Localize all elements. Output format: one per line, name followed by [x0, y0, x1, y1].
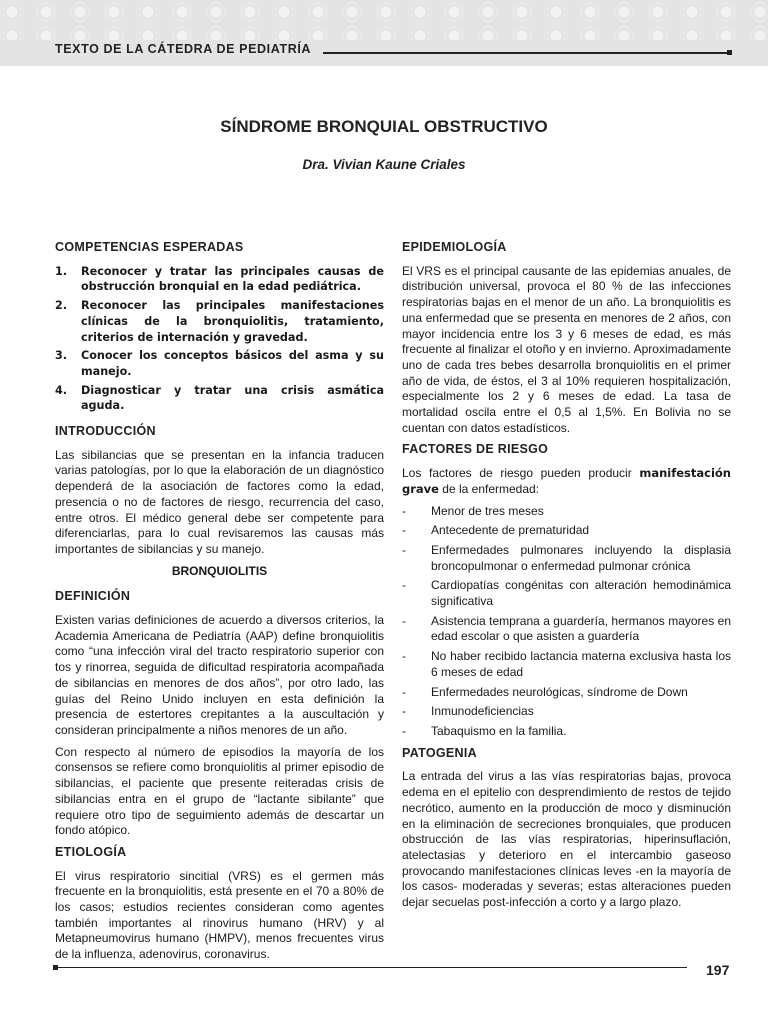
- list-dash: -: [402, 613, 406, 628]
- list-item: [402, 649, 731, 680]
- right-column: [402, 240, 731, 917]
- list-item: [402, 504, 731, 520]
- list-item: [55, 348, 384, 379]
- list-text: Conocer los conceptos básicos del asma y su manejo.: [81, 349, 384, 378]
- list-dash: -: [402, 704, 406, 719]
- etiologia-heading: ETIOLOGÍA: [55, 844, 127, 859]
- list-text: Enfermedades neurológicas, síndrome de Down: [431, 684, 688, 699]
- epidemiologia-heading: EPIDEMIOLOGÍA: [402, 240, 507, 254]
- list-dash: -: [402, 723, 406, 738]
- epidemiologia-text: El VRS es el principal causante de las epidemias anuales, de distribución universal, provoca el 80 % de las infecciones respiratorias bajas en el menor de un año. La bronquiolitis es una enfermedad que se presenta en menores de 2 años, con mayor incidencia entre los 3 y 6 meses de edad, es más frecuente al finalizar el otoño y en invierno. Aproximadamente uno de cada tres bebes desarrolla bronquiolitis en el primer año de vida, de éstos, el 3 al 10% requieren hospitalización, especialmente los 2 y 6 meses de edad. La tasa de mortalidad oscila entre el 0,5 al 1,5%. En Bolivia no se cuentan con datos estadísticos.: [402, 263, 731, 435]
- running-title: TEXTO DE LA CÁTEDRA DE PEDIATRÍA: [55, 42, 312, 56]
- list-text: No haber recibido lactancia materna exclusiva hasta los 6 meses de edad: [431, 649, 731, 679]
- list-text: Asistencia temprana a guardería, hermanos mayores en edad escolar o que asisten a guardería: [431, 613, 731, 644]
- list-text: Tabaquismo en la familia.: [431, 723, 567, 738]
- list-text: Reconocer las principales manifestaciones clínicas de la bronquiolitis, tratamiento, criterios de internación y gravedad.: [81, 299, 384, 344]
- patogenia-heading: PATOGENIA: [402, 745, 477, 760]
- left-column: [55, 240, 384, 969]
- definicion-paragraph-2: Con respecto al número de episodios la mayoría de los consensos se refiere como bronquiolitis al primer episodio de sibilancias, el paciente que presente reiteradas crisis de sibilancias entra en el grupo de “lactante sibilante” que requiere otro tipo de seguimiento además de descartar un fondo atópico.: [55, 744, 384, 838]
- competencias-heading: COMPETENCIAS ESPERADAS: [55, 240, 244, 254]
- list-item: [55, 383, 384, 414]
- factores-intro-emphasis: manifestación grave: [402, 466, 731, 496]
- list-text: Menor de tres meses: [431, 503, 544, 518]
- definicion-heading: DEFINICIÓN: [55, 589, 131, 604]
- introduccion-heading: INTRODUCCIÓN: [55, 424, 156, 439]
- header-rule: [323, 52, 728, 54]
- list-dash: -: [402, 523, 406, 538]
- list-item: [402, 543, 731, 574]
- footer-rule: [55, 967, 687, 968]
- factores-heading: FACTORES DE RIESGO: [402, 442, 549, 457]
- factores-list: [402, 504, 731, 740]
- list-text: Diagnosticar y tratar una crisis asmática aguda.: [81, 383, 384, 413]
- header-pattern: [0, 0, 768, 40]
- list-item: [55, 298, 384, 345]
- page-title: SÍNDROME BRONQUIAL OBSTRUCTIVO: [220, 117, 548, 136]
- competencias-list: [55, 264, 384, 414]
- list-dash: -: [402, 578, 406, 593]
- list-dash: -: [402, 503, 406, 518]
- list-item: [402, 578, 731, 609]
- list-dash: -: [402, 684, 406, 699]
- list-text: Enfermedades pulmonares incluyendo la displasia broncopulmonar o enfermedad pulmonar crónica: [431, 542, 731, 573]
- definicion-paragraph-1: Existen varias definiciones de acuerdo a diversos criterios, la Academia Americana de Pediatría (AAP) define bronquiolitis como “una infección viral del tracto respiratorio superior con tos y rinorrea, seguida de dificultad respiratoria acompañada de sibilancias en menores de dos años”, por otro lado, las guías del Reino Unido incluyen en esta definición la presencia de estertores crepitantes a la auscultación y consideran principalmente a niños menores de un año.: [55, 613, 384, 737]
- list-number: 3.: [55, 349, 68, 363]
- list-number: 2.: [55, 299, 68, 313]
- factores-intro-tail: de la enfermedad:: [438, 481, 540, 496]
- list-text: Antecedente de prematuridad: [431, 523, 590, 538]
- list-number: 4.: [55, 383, 68, 397]
- patogenia-text: La entrada del virus a las vías respiratorias bajas, provoca edema en el epitelio con desprendimiento de restos de tejido necrótico, aumento en la producción de moco y disminución en la eliminación de secreciones bronquiales, que producen obstrucción de las vías respiratorias, hiperinsuflación, atelectasias y deterioro en el intercambio gaseoso provocando manifestaciones clínicas leves -en la mayoría de los casos- moderadas y severas; estas alteraciones pueden dejar secuelas post-infección a corto y a largo plazo.: [402, 769, 731, 910]
- list-item: [402, 685, 731, 701]
- list-dash: -: [402, 649, 406, 664]
- list-text: Reconocer y tratar las principales causas de obstrucción bronquial en la edad pediátrica.: [81, 264, 384, 294]
- list-item: [402, 523, 731, 539]
- list-text: Inmunodeficiencias: [431, 704, 534, 719]
- factores-intro: [402, 466, 731, 497]
- page-number: 197: [706, 962, 730, 978]
- list-number: 1.: [55, 264, 68, 278]
- author: Dra. Vivian Kaune Criales: [302, 157, 466, 172]
- etiologia-text: El virus respiratorio sincitial (VRS) es el germen más frecuente en la bronquiolitis, está presente en el 70 a 80% de los casos; estudios recientes consideran como agentes también importantes al rinovirus humano (HRV) y al Metapneumovirus humano (HMPV), menos frecuentes virus de la influenza, adenovirus, coronavirus.: [55, 868, 384, 962]
- list-item: [55, 264, 384, 295]
- list-item: [402, 704, 731, 720]
- introduccion-text: Las sibilancias que se presentan en la infancia traducen varias patologías, por lo que la elaboración de un diagnóstico dependerá de la asociación de factores como la edad, presencia o no de factores de riesgo, recurrencia del caso, entre otros. El médico general debe ser competente para diferenciarlas, para lo cual revisaremos las causas más importantes de sibilancias y su manejo.: [55, 447, 384, 556]
- factores-intro-text: Los factores de riesgo pueden producir: [402, 466, 640, 481]
- list-text: Cardiopatías congénitas con alteración hemodinámica significativa: [431, 578, 731, 609]
- list-dash: -: [402, 542, 406, 557]
- bronquiolitis-heading: BRONQUIOLITIS: [171, 563, 268, 578]
- header-rule-end: [727, 50, 732, 55]
- header-band: [0, 0, 768, 66]
- list-item: [402, 724, 731, 740]
- list-item: [402, 614, 731, 645]
